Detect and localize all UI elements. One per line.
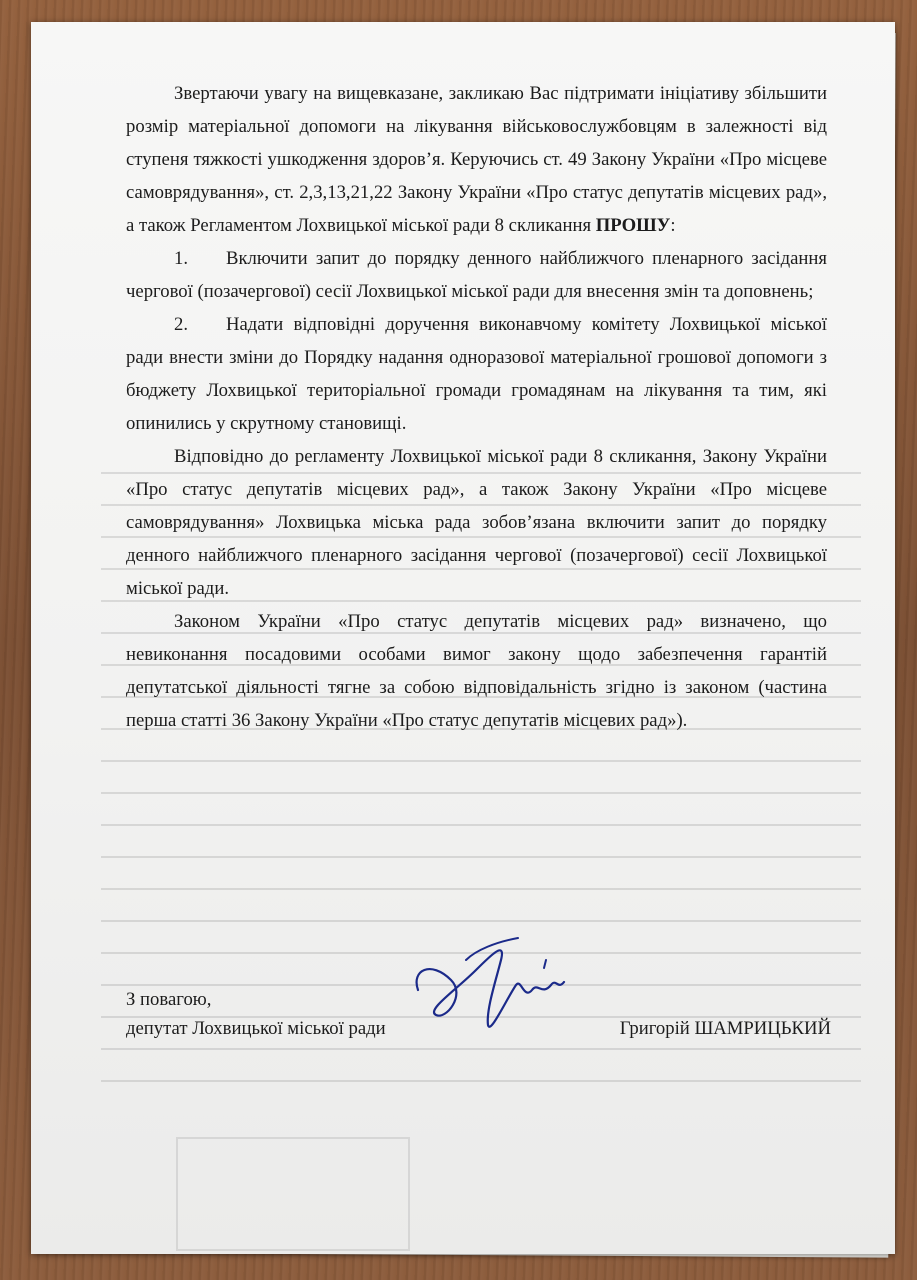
signatory-left [126, 985, 386, 1043]
regulation-paragraph: Відповідно до регламенту Лохвицької міської ради 8 скликання, Закону України «Про статус депутатів місцевих рад», а також Закону України «Про місцеве самоврядування» Лохвицька міська рада зобов’язана включити запит до порядку денного найближчого пленарного засідання чергової (позачергової) сесії Лохвицької міської ради. [126, 446, 827, 599]
list-item-1-number: 1. [174, 248, 189, 269]
request-word: ПРОШУ [595, 215, 671, 236]
show-through-stamp [176, 1137, 410, 1251]
list-item-2 [126, 308, 827, 440]
document-body [126, 77, 827, 737]
list-item-1 [126, 242, 827, 308]
handwritten-signature [406, 930, 566, 1040]
intro-text: Звертаючи увагу на вищевказане, закликаю Вас підтримати ініціативу збільшити розмір матеріальної допомоги на лікування військовослужбовцям в залежності від ступеня тяжкості ушкодження здоров’я. Керуючись ст. 49 Закону України «Про місцеве самоврядування», ст. 2,3,13,21,22 Закону України «Про статус депутатів місцевих рад», а також Регламентом Лохвицької міської ради 8 скликання [126, 83, 827, 236]
intro-paragraph [126, 77, 827, 242]
request-colon: : [670, 215, 676, 236]
signatory-name: Григорій ШАМРИЦЬКИЙ [619, 1018, 831, 1039]
signatory-position: депутат Лохвицької міської ради [126, 1018, 386, 1039]
list-item-2-text: Надати відповідні доручення виконавчому комітету Лохвицької міської ради внести зміни до Порядку надання одноразової матеріальної грошової допомоги з бюджету Лохвицької територіальної громади громадянам на лікування та тим, які опинились у скрутному становищі. [126, 314, 827, 434]
list-item-2-number: 2. [174, 314, 189, 335]
document-page [31, 22, 895, 1254]
greeting: З повагою, [126, 989, 212, 1010]
law-paragraph: Законом України «Про статус депутатів місцевих рад» визначено, що невиконання посадовими особами вимог закону щодо забезпечення гарантій депутатської діяльності тягне за собою відповідальність згідно із законом (частина перша статті 36 Закону України «Про статус депутатів місцевих рад»). [126, 611, 827, 731]
list-item-1-text: Включити запит до порядку денного найближчого пленарного засідання чергової (позачергової) сесії Лохвицької міської ради для внесення змін та доповнень; [126, 248, 827, 302]
